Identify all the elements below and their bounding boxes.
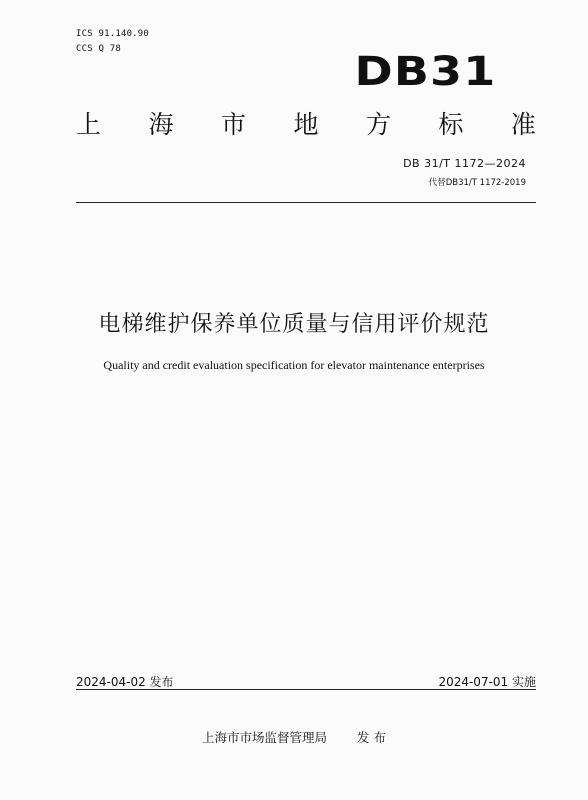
title-english: Quality and credit evaluation specification for elevator maintenance enterprises bbox=[103, 358, 485, 372]
standard-type-char: 上 bbox=[76, 110, 102, 139]
top-divider bbox=[76, 202, 536, 203]
issuer-action: 发 布 bbox=[357, 730, 386, 745]
bottom-divider bbox=[76, 689, 536, 690]
issuer-name: 上海市市场监督管理局 bbox=[202, 730, 328, 745]
issue-date: 2024-04-02 发布 bbox=[76, 675, 174, 689]
standard-type-char: 准 bbox=[510, 110, 536, 139]
db31-logo: DB31 bbox=[354, 49, 496, 95]
implementation-date: 2024-07-01 实施 bbox=[438, 675, 536, 689]
replaces-standard: 代替DB31/T 1172-2019 bbox=[428, 178, 526, 188]
issuer-line bbox=[0, 728, 588, 746]
standard-type-heading bbox=[76, 109, 536, 141]
standard-type-char: 标 bbox=[438, 110, 464, 139]
standard-number: DB 31/T 1172—2024 bbox=[403, 157, 526, 170]
ccs-code: CCS Q 78 bbox=[76, 44, 121, 54]
standard-type-char: 海 bbox=[148, 110, 174, 139]
standard-type-char: 市 bbox=[220, 110, 246, 139]
standard-type-char: 方 bbox=[365, 110, 391, 139]
title-chinese: 电梯维护保养单位质量与信用评价规范 bbox=[98, 312, 490, 337]
ics-code: ICS 91.140.90 bbox=[76, 29, 150, 39]
standard-type-char: 地 bbox=[293, 110, 319, 139]
